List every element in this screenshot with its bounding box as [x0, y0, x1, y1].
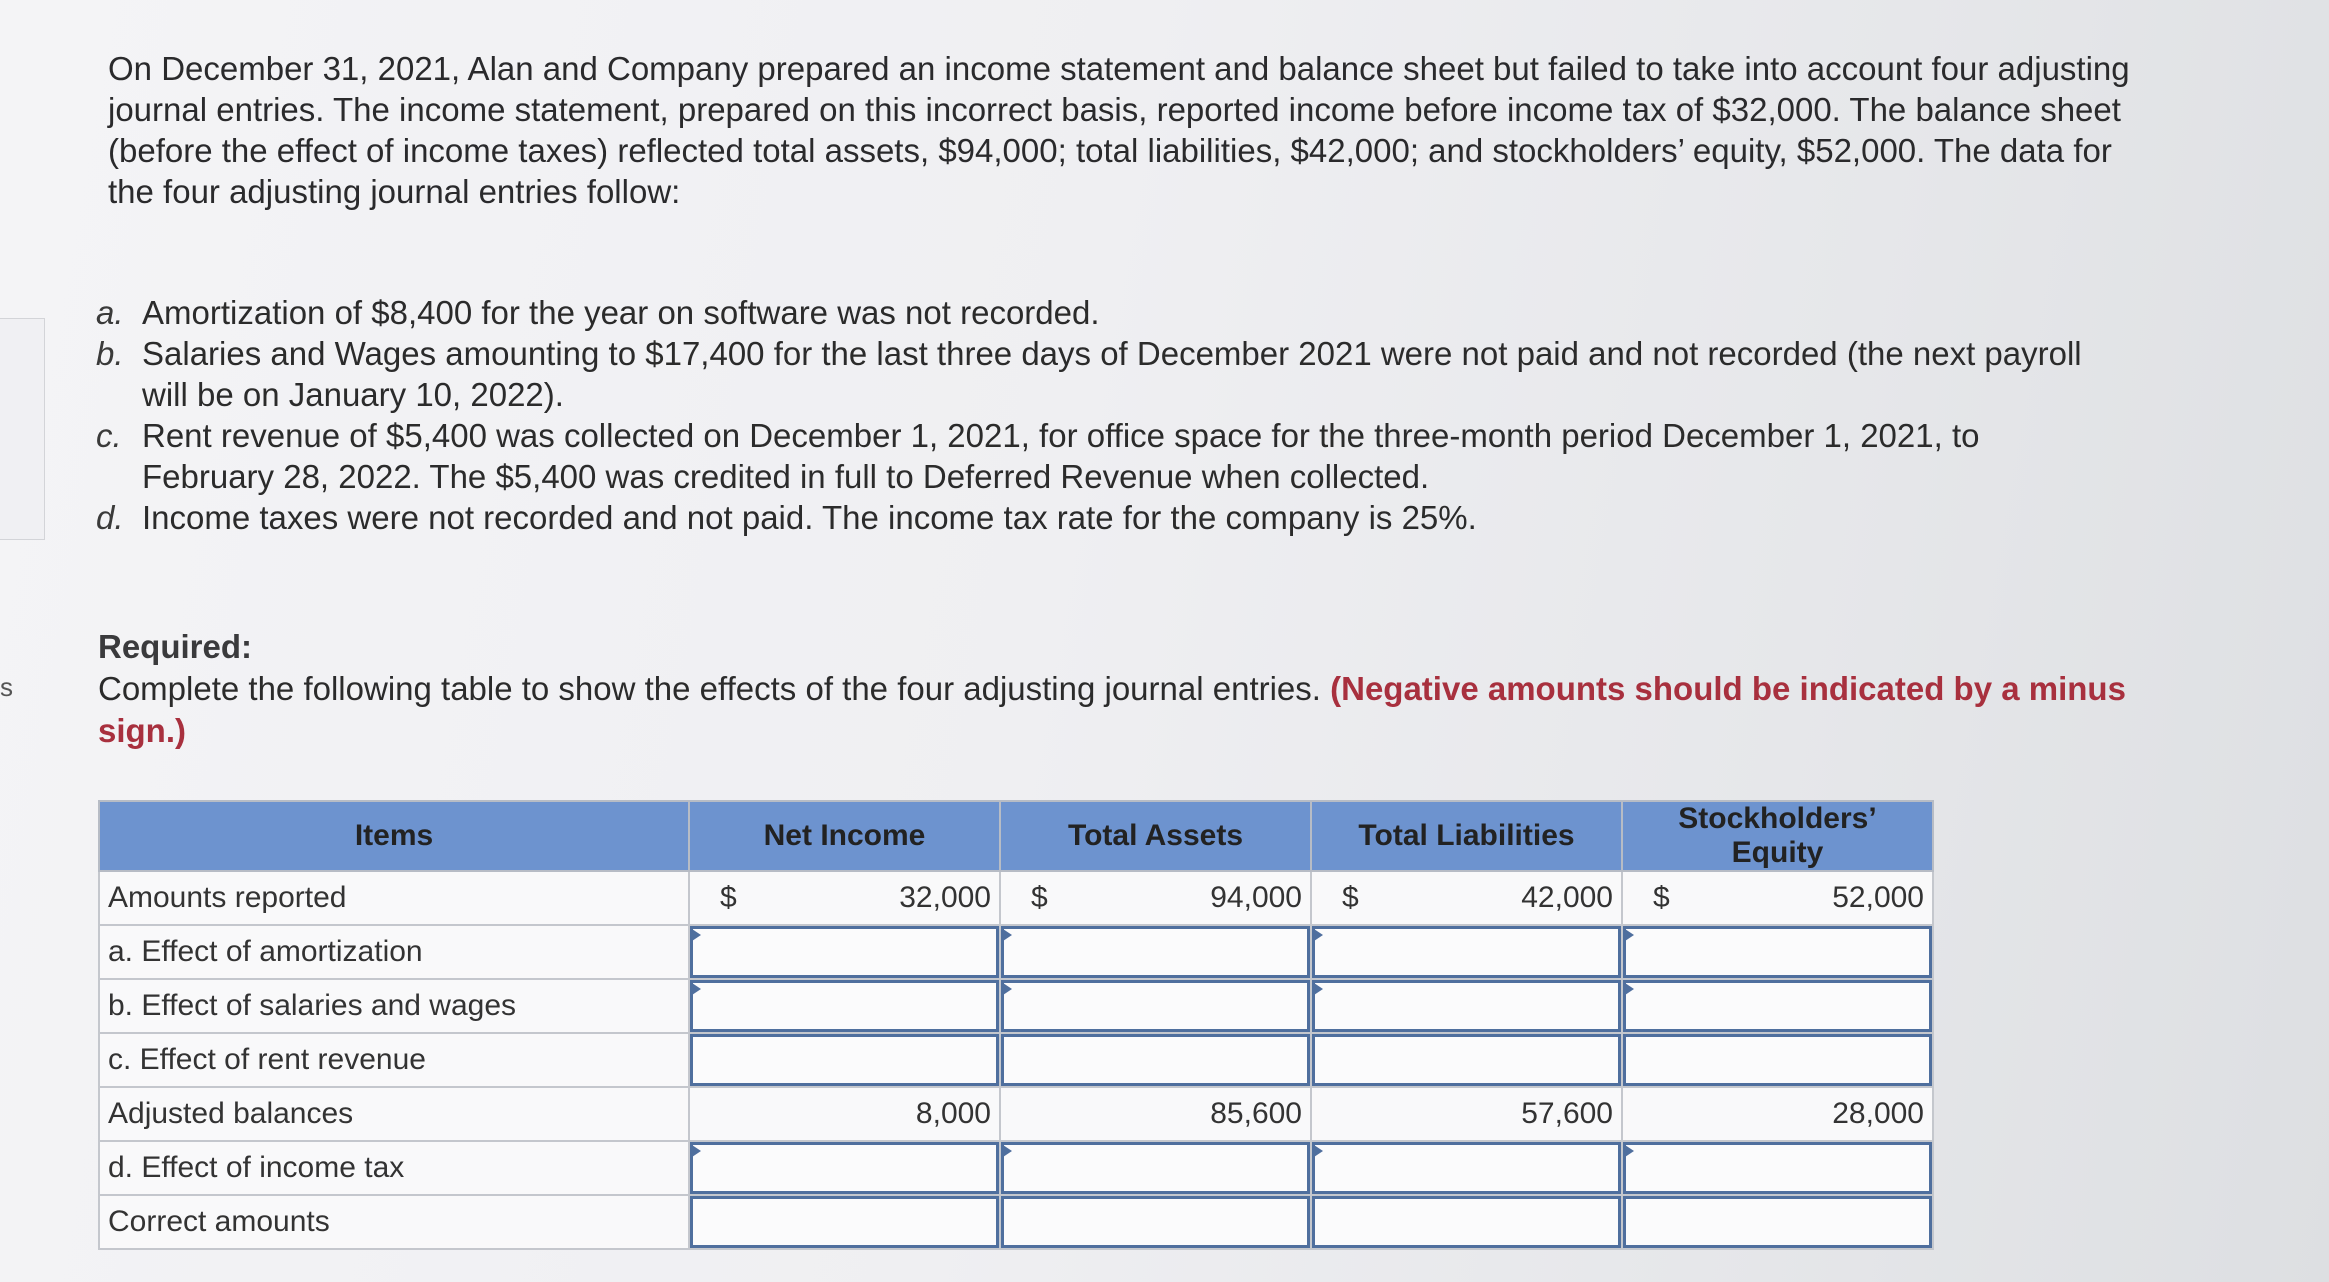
row-label-rent: c. Effect of rent revenue: [99, 1033, 689, 1087]
income-tax-net-income-cell: [689, 1141, 1000, 1195]
salaries-total-liabilities-input[interactable]: [1312, 980, 1621, 1032]
amortization-total-assets-input[interactable]: [1001, 926, 1310, 978]
entry-letter: b.: [96, 335, 124, 372]
rent-stockholders-equity-cell: [1622, 1033, 1933, 1087]
required-heading: Required:: [98, 628, 253, 665]
salaries-net-income-input[interactable]: [690, 980, 999, 1032]
adjusted-total-liabilities: 57,600: [1311, 1087, 1622, 1141]
header-stockholders-equity: Stockholders’ Equity: [1622, 801, 1933, 871]
salaries-total-assets-input[interactable]: [1001, 980, 1310, 1032]
required-note: (Negative amounts should be indicated by a minus sign.): [98, 670, 2126, 749]
table-header-row: [99, 801, 1933, 871]
reported-total-assets-value: 94,000: [1210, 881, 1302, 914]
amortization-total-liabilities-cell: [1311, 925, 1622, 979]
rent-total-liabilities-cell: [1311, 1033, 1622, 1087]
income-tax-total-assets-input[interactable]: [1001, 1142, 1310, 1194]
problem-statement: [108, 48, 2158, 212]
input-marker-icon: [1003, 983, 1012, 995]
adjusting-entries-list: [96, 292, 2096, 538]
header-total-liabilities: Total Liabilities: [1311, 801, 1622, 871]
correct-stockholders-equity-input[interactable]: [1623, 1196, 1932, 1248]
salaries-stockholders-equity-cell: [1622, 979, 1933, 1033]
correct-total-assets-input[interactable]: [1001, 1196, 1310, 1248]
currency-symbol: $: [1342, 881, 1359, 914]
rent-total-assets-cell: [1000, 1033, 1311, 1087]
required-section: [98, 626, 2158, 752]
row-label-amounts-reported: Amounts reported: [99, 871, 689, 925]
reported-stockholders-equity: [1622, 871, 1933, 925]
input-marker-icon: [1625, 1145, 1634, 1157]
input-marker-icon: [692, 983, 701, 995]
amortization-total-assets-cell: [1000, 925, 1311, 979]
entry-text: Income taxes were not recorded and not paid. The income tax rate for the company is 25%.: [142, 499, 1477, 536]
income-tax-net-income-input[interactable]: [690, 1142, 999, 1194]
row-label-adjusted-balances: Adjusted balances: [99, 1087, 689, 1141]
required-instruction: Complete the following table to show the effects of the four adjusting journal entries.: [98, 670, 1321, 707]
row-label-salaries: b. Effect of salaries and wages: [99, 979, 689, 1033]
list-item: [96, 415, 2096, 497]
input-marker-icon: [692, 929, 701, 941]
required-instruction-line: [98, 668, 2158, 752]
row-label-income-tax: d. Effect of income tax: [99, 1141, 689, 1195]
rent-net-income-input[interactable]: [690, 1034, 999, 1086]
amortization-net-income-cell: [689, 925, 1000, 979]
salaries-total-liabilities-cell: [1311, 979, 1622, 1033]
header-items: Items: [99, 801, 689, 871]
row-label-amortization: a. Effect of amortization: [99, 925, 689, 979]
input-marker-icon: [1314, 983, 1323, 995]
input-marker-icon: [1003, 929, 1012, 941]
income-tax-total-liabilities-input[interactable]: [1312, 1142, 1621, 1194]
entry-letter: a.: [96, 294, 124, 331]
correct-total-liabilities-cell: [1311, 1195, 1622, 1249]
entry-text: Rent revenue of $5,400 was collected on December 1, 2021, for office space for the three-month period December 1, 2021, to February 28, 2022. The $5,400 was credited in full to Deferred Revenue when collected.: [142, 417, 1980, 495]
amortization-net-income-input[interactable]: [690, 926, 999, 978]
table-row: [99, 979, 1933, 1033]
rent-net-income-cell: [689, 1033, 1000, 1087]
amortization-stockholders-equity-input[interactable]: [1623, 926, 1932, 978]
income-tax-total-assets-cell: [1000, 1141, 1311, 1195]
reported-total-assets: [1000, 871, 1311, 925]
input-marker-icon: [1003, 1145, 1012, 1157]
list-item: [96, 292, 2096, 333]
currency-symbol: $: [720, 881, 737, 914]
amortization-total-liabilities-input[interactable]: [1312, 926, 1621, 978]
adjusted-stockholders-equity: 28,000: [1622, 1087, 1933, 1141]
correct-total-assets-cell: [1000, 1195, 1311, 1249]
input-marker-icon: [1314, 929, 1323, 941]
header-total-assets: Total Assets: [1000, 801, 1311, 871]
rent-stockholders-equity-input[interactable]: [1623, 1034, 1932, 1086]
income-tax-stockholders-equity-cell: [1622, 1141, 1933, 1195]
left-panel-edge: [0, 318, 45, 540]
list-item: [96, 497, 2096, 538]
input-marker-icon: [692, 1145, 701, 1157]
correct-total-liabilities-input[interactable]: [1312, 1196, 1621, 1248]
reported-net-income-value: 32,000: [899, 881, 991, 914]
currency-symbol: $: [1653, 881, 1670, 914]
entry-letter: d.: [96, 499, 124, 536]
correct-net-income-cell: [689, 1195, 1000, 1249]
rent-total-liabilities-input[interactable]: [1312, 1034, 1621, 1086]
effects-table: [98, 800, 1934, 1250]
amortization-stockholders-equity-cell: [1622, 925, 1933, 979]
reported-net-income: [689, 871, 1000, 925]
reported-total-liabilities-value: 42,000: [1521, 881, 1613, 914]
reported-total-liabilities: [1311, 871, 1622, 925]
rent-total-assets-input[interactable]: [1001, 1034, 1310, 1086]
salaries-total-assets-cell: [1000, 979, 1311, 1033]
header-net-income: Net Income: [689, 801, 1000, 871]
input-marker-icon: [1625, 929, 1634, 941]
table-row: [99, 1195, 1933, 1249]
table-row: [99, 1033, 1933, 1087]
entry-text: Salaries and Wages amounting to $17,400 for the last three days of December 2021 were not paid and not recorded (the next payroll will be on January 10, 2022).: [142, 335, 2082, 413]
adjusted-total-assets: 85,600: [1000, 1087, 1311, 1141]
table-row: [99, 1141, 1933, 1195]
salaries-stockholders-equity-input[interactable]: [1623, 980, 1932, 1032]
income-tax-stockholders-equity-input[interactable]: [1623, 1142, 1932, 1194]
correct-stockholders-equity-cell: [1622, 1195, 1933, 1249]
correct-net-income-input[interactable]: [690, 1196, 999, 1248]
table-row: [99, 925, 1933, 979]
problem-text: On December 31, 2021, Alan and Company prepared an income statement and balance sheet but failed to take into account four adjusting journal entries. The income statement, prepared on this incorrect basis, reported income before income tax of $32,000. The balance sheet (before the effect of income taxes) reflected total assets, $94,000; total liabilities, $42,000; and stockholders’ equity, $52,000. The data for the four adjusting journal entries follow:: [108, 50, 2130, 210]
table-row: [99, 1087, 1933, 1141]
reported-stockholders-equity-value: 52,000: [1832, 881, 1924, 914]
adjusted-net-income: 8,000: [689, 1087, 1000, 1141]
input-marker-icon: [1625, 983, 1634, 995]
input-marker-icon: [1314, 1145, 1323, 1157]
table-row: [99, 871, 1933, 925]
list-item: [96, 333, 2096, 415]
side-mark: s: [0, 672, 13, 702]
currency-symbol: $: [1031, 881, 1048, 914]
salaries-net-income-cell: [689, 979, 1000, 1033]
entry-letter: c.: [96, 417, 122, 454]
row-label-correct-amounts: Correct amounts: [99, 1195, 689, 1249]
income-tax-total-liabilities-cell: [1311, 1141, 1622, 1195]
entry-text: Amortization of $8,400 for the year on software was not recorded.: [142, 294, 1100, 331]
